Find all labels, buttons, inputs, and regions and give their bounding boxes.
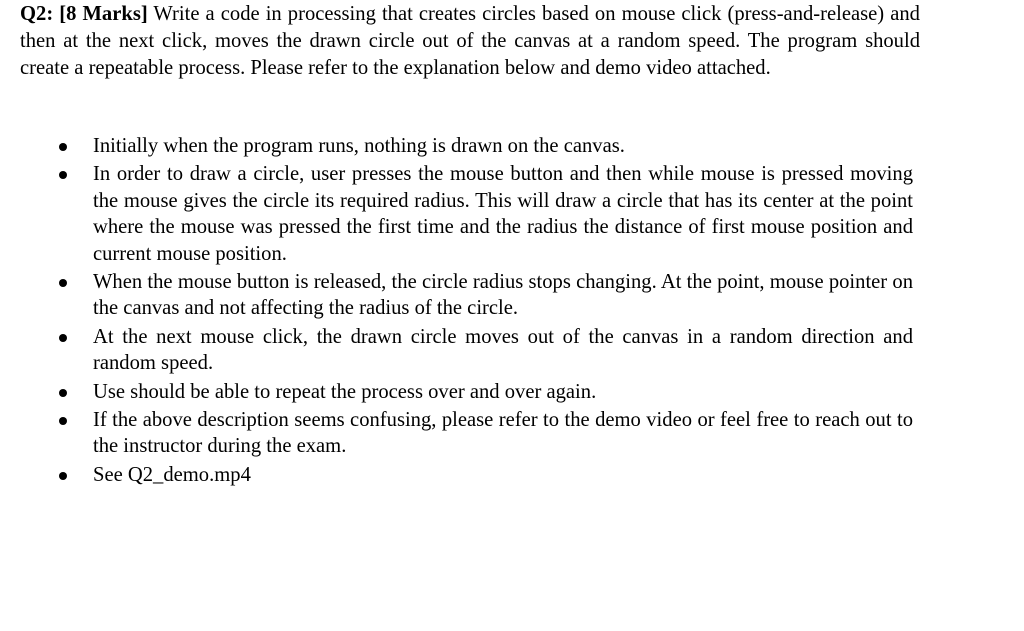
bullet-icon (59, 472, 67, 480)
list-item (0, 133, 913, 159)
list-item (0, 407, 913, 460)
list-item-text: Initially when the program runs, nothing is drawn on the canvas. (93, 135, 625, 157)
list-item (0, 161, 913, 267)
bullet-icon (59, 417, 67, 425)
bullet-icon (59, 389, 67, 397)
list-item-text: In order to draw a circle, user presses the mouse button and then while mouse is pressed moving the mouse gives the circle its required radius. This will draw a circle that has its center at the point where the mouse was pressed the first time and the radius the distance of first mouse position and current mouse position. (93, 163, 913, 265)
list-item-text: See Q2_demo.mp4 (93, 463, 251, 486)
marks-label: [8 Marks] (59, 3, 148, 25)
list-item-text: If the above description seems confusing, please refer to the demo video or feel free to reach out to the instructor during the exam. (93, 409, 913, 458)
list-item-text: When the mouse button is released, the circle radius stops changing. At the point, mouse pointer on the canvas and not affecting the radius of the circle. (93, 271, 913, 320)
list-item-text: At the next mouse click, the drawn circle moves out of the canvas in a random direction and random speed. (93, 325, 913, 375)
list-item (0, 269, 913, 322)
question-label: Q2: (20, 3, 54, 25)
list-item (0, 324, 913, 377)
requirements-list (0, 133, 1024, 488)
question-paragraph (20, 1, 920, 83)
bullet-icon (59, 171, 67, 179)
bullet-icon (59, 143, 67, 151)
question-intro: Write a code in processing that creates circles based on mouse click (press-and-release) and then at the next click, moves the drawn circle out of the canvas at a random speed. The program should create a repeatable process. Please refer to the explanation below and demo video attached. (20, 3, 920, 80)
list-item (0, 379, 913, 405)
list-item (0, 462, 913, 488)
list-item-text: Use should be able to repeat the process over and over again. (93, 380, 597, 403)
bullet-icon (59, 279, 67, 287)
bullet-icon (59, 334, 67, 342)
